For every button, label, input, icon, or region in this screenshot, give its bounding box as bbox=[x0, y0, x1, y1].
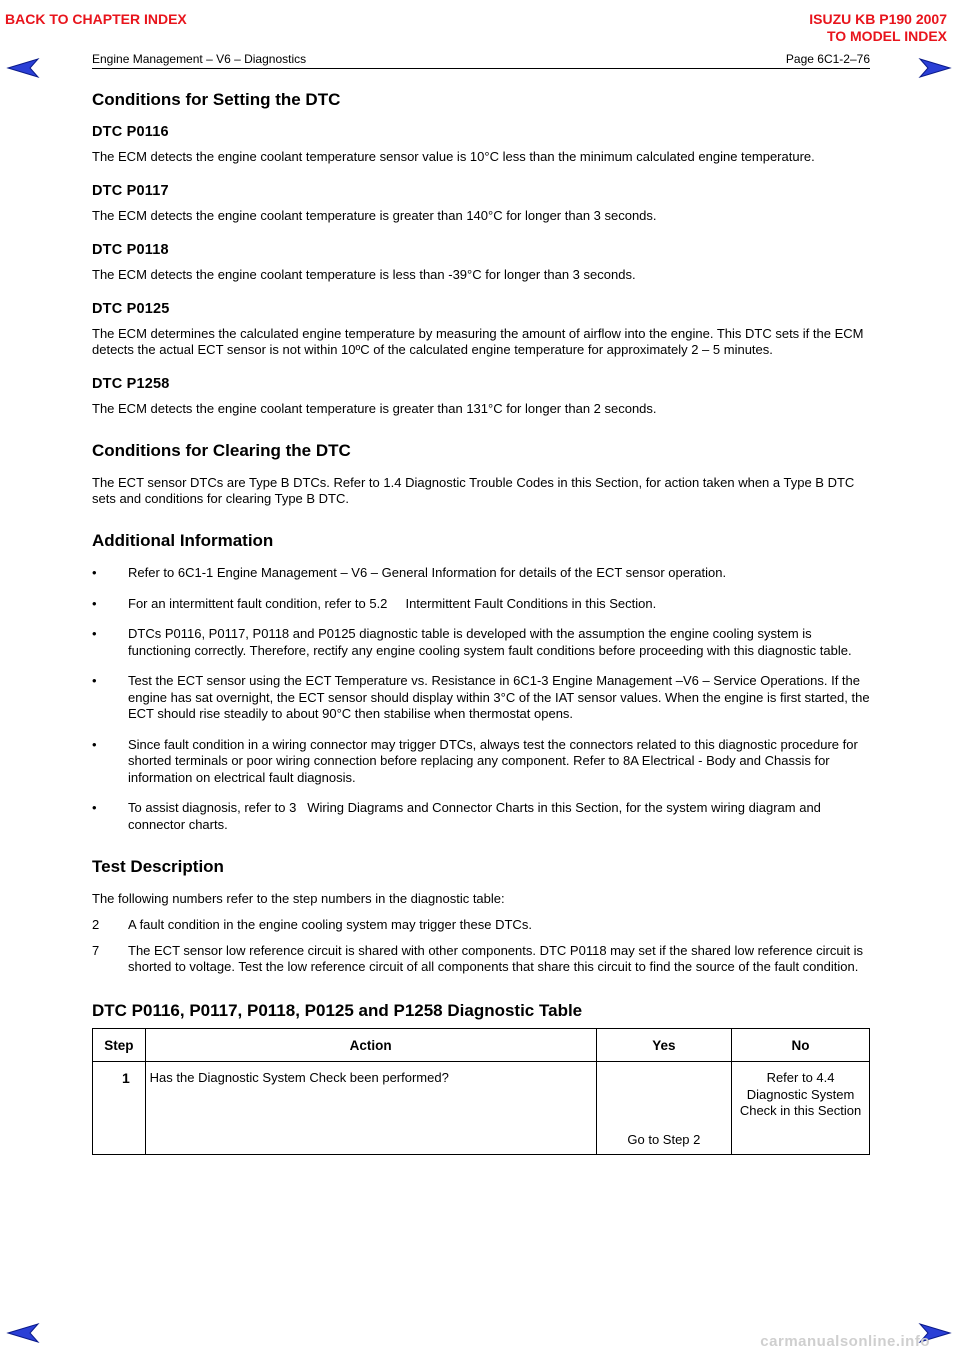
no-cell: Refer to 4.4 Diagnostic System Check in this Section bbox=[732, 1062, 870, 1155]
bullet-icon: • bbox=[92, 673, 97, 688]
step-number: 2 bbox=[92, 917, 100, 932]
diagnostic-table bbox=[92, 1028, 870, 1155]
previous-page-bottom-arrow-icon[interactable] bbox=[6, 1322, 40, 1344]
to-model-index-link[interactable]: TO MODEL INDEX bbox=[826, 28, 947, 44]
dtc-heading: DTC P0116 bbox=[92, 124, 169, 140]
diagnostic-table-heading: DTC P0116, P0117, P0118, P0125 and P1258 Diagnostic Table bbox=[92, 1001, 583, 1020]
document-header-title: Engine Management – V6 – Diagnostics bbox=[92, 52, 307, 66]
list-item: • To assist diagnosis, refer to 3 Wiring Diagrams and Connector Charts in this Section, for the system wiring diagram and connector charts. bbox=[92, 800, 825, 832]
bullet-icon: • bbox=[92, 565, 97, 580]
header-divider bbox=[92, 68, 870, 69]
setting-conditions-heading: Conditions for Setting the DTC bbox=[92, 90, 341, 109]
test-description-steps bbox=[92, 917, 870, 975]
step-number: 7 bbox=[92, 943, 100, 958]
bullet-icon: • bbox=[92, 800, 97, 815]
test-description-intro: The following numbers refer to the step numbers in the diagnostic table: bbox=[92, 891, 505, 906]
watermark: carmanualsonline.info bbox=[760, 1333, 930, 1350]
back-to-chapter-index-link[interactable]: BACK TO CHAPTER INDEX bbox=[5, 11, 187, 27]
column-header-no: No bbox=[732, 1029, 870, 1062]
model-title[interactable]: ISUZU KB P190 2007 bbox=[809, 11, 947, 27]
additional-information-list bbox=[92, 565, 870, 833]
column-header-yes: Yes bbox=[596, 1029, 731, 1062]
yes-cell: Go to Step 2 bbox=[596, 1062, 731, 1155]
step-cell: 1 bbox=[93, 1062, 146, 1155]
column-header-step: Step bbox=[93, 1029, 146, 1062]
list-item: • Since fault condition in a wiring connector may trigger DTCs, always test the connectors related to this diagnostic procedure for shorted terminals or poor wiring connection before replacing any component. Refer to 8A Electrical - Body and Chassis for information on electrical fault diagnosis. bbox=[92, 736, 858, 785]
bullet-icon: • bbox=[92, 626, 97, 641]
list-item: • Refer to 6C1-1 Engine Management – V6 – General Information for details of the ECT sensor operation. bbox=[92, 565, 727, 580]
list-item: 2 A fault condition in the engine cooling system may trigger these DTCs. bbox=[92, 917, 532, 932]
dtc-heading: DTC P0125 bbox=[92, 301, 170, 317]
action-cell: Has the Diagnostic System Check been performed? bbox=[145, 1062, 596, 1155]
dtc-heading: DTC P0118 bbox=[92, 242, 169, 258]
dtc-heading: DTC P0117 bbox=[92, 183, 169, 199]
dtc-heading: DTC P1258 bbox=[92, 376, 170, 392]
dtc-description: The ECM detects the engine coolant temperature is greater than 131°C for longer than 2 seconds. bbox=[92, 401, 657, 416]
next-page-arrow-icon[interactable] bbox=[918, 57, 952, 79]
page-content bbox=[92, 90, 870, 1155]
bullet-icon: • bbox=[92, 736, 97, 752]
list-item: 7 The ECT sensor low reference circuit is shared with other components. DTC P0118 may set if the shared low reference circuit is shorted to voltage. Test the low reference circuit of all components that share this circuit to find the source of the fault condition. bbox=[92, 943, 864, 974]
clearing-conditions-text: The ECT sensor DTCs are Type B DTCs. Refer to 1.4 Diagnostic Trouble Codes in this Section, for action taken when a Type B DTC sets and conditions for clearing Type B DTC. bbox=[92, 475, 855, 506]
previous-page-arrow-icon[interactable] bbox=[6, 57, 40, 79]
dtc-description: The ECM detects the engine coolant temperature is less than -39°C for longer than 3 seconds. bbox=[92, 267, 636, 282]
column-header-action: Action bbox=[145, 1029, 596, 1062]
dtc-description: The ECM detects the engine coolant temperature sensor value is 10°C less than the minimum calculated engine temperature. bbox=[92, 149, 815, 164]
list-item: • Test the ECT sensor using the ECT Temperature vs. Resistance in 6C1-3 Engine Management –V6 – Service Operations. If the engine has sat overnight, the ECT sensor should display within 3°C of the IAT sensor values. When the engine is first started, the ECT should rise steadily to about 90°C then stabilise when thermostat opens. bbox=[92, 673, 870, 721]
dtc-description: The ECM detects the engine coolant temperature is greater than 140°C for longer than 3 seconds. bbox=[92, 208, 657, 223]
additional-information-heading: Additional Information bbox=[92, 531, 274, 550]
list-item: • For an intermittent fault condition, refer to 5.2 Intermittent Fault Conditions in this Section. bbox=[92, 595, 657, 611]
bullet-icon: • bbox=[92, 595, 97, 611]
list-item: • DTCs P0116, P0117, P0118 and P0125 diagnostic table is developed with the assumption the engine cooling system is functioning correctly. Therefore, rectify any engine cooling system fault conditions before proceeding with this diagnostic table. bbox=[92, 626, 852, 658]
page-number: Page 6C1-2–76 bbox=[785, 52, 870, 66]
clearing-conditions-heading: Conditions for Clearing the DTC bbox=[92, 441, 351, 460]
test-description-heading: Test Description bbox=[92, 857, 224, 876]
dtc-description: The ECM determines the calculated engine temperature by measuring the amount of airflow into the engine. This DTC sets if the ECM detects the actual ECT sensor is not within 10ºC of the calculated engine temperature for approximately 2 – 5 minutes. bbox=[92, 326, 864, 357]
table-row bbox=[93, 1062, 870, 1155]
